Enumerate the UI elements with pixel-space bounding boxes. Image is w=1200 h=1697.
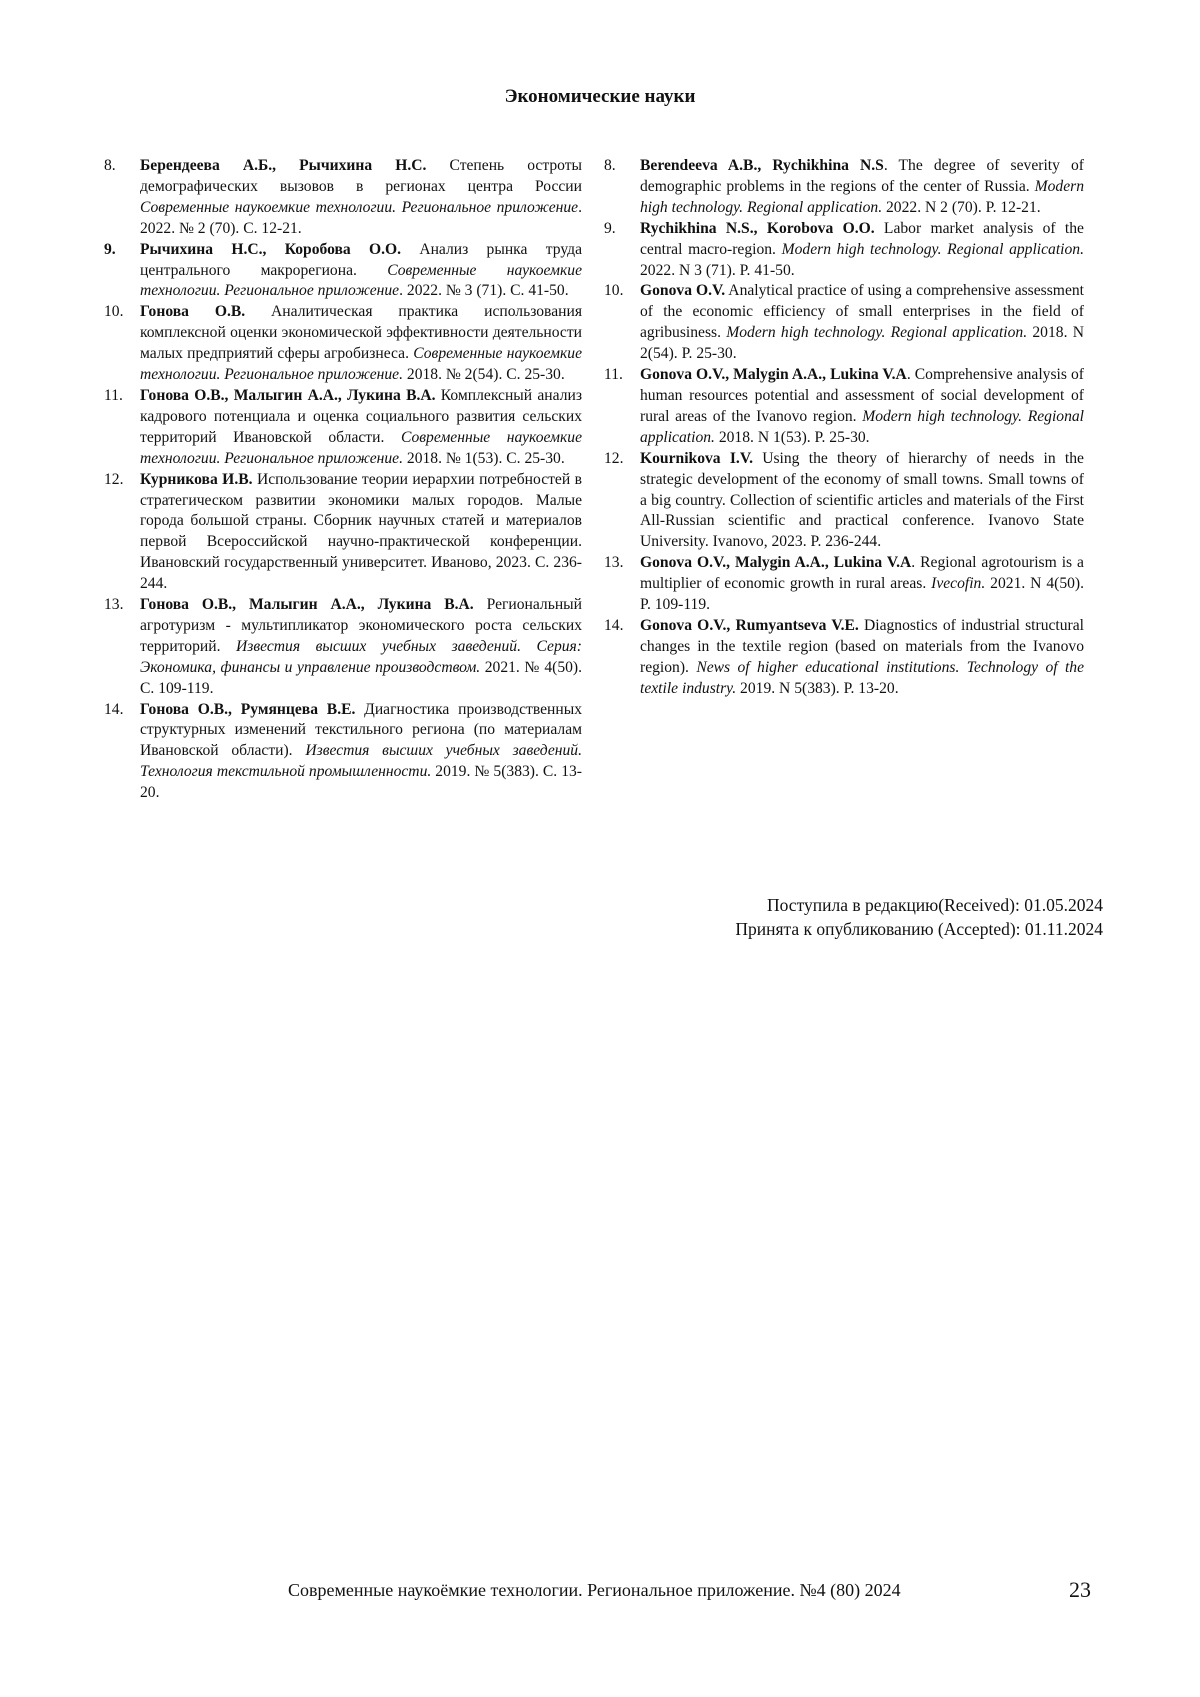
reference-details: 2019. N 5(383). P. 13-20. [736, 679, 899, 697]
reference-item [104, 700, 582, 805]
reference-details: 2022. N 3 (71). P. 41-50. [640, 261, 795, 279]
reference-details: . 2022. № 2 (70). С. 12-21. [140, 198, 582, 237]
references-ru [104, 156, 582, 804]
reference-title: Комплексный анализ кадрового потенциала и оценка социального развития сельских территорий Ивановской области. [140, 386, 582, 446]
reference-number: 13. [104, 596, 124, 614]
reference-title: Using the theory of hierarchy of needs in the strategic development of the economy of small towns. Small towns of a big country. Collection of scientific articles and materials of the First All-Russian scientific and practical conference. Ivanovo State University. Ivanovo, 2023. P. 236-244. [640, 449, 1084, 551]
accepted-line: Принята к опубликованию (Accepted): 01.11.2024 [735, 919, 1103, 939]
reference-number: 8. [104, 157, 116, 174]
reference-details: 2022. N 2 (70). P. 12-21. [882, 198, 1041, 216]
reference-authors: Gonova O.V., Malygin A.A., Lukina V.A [640, 366, 907, 384]
journal-footer: Современные наукоёмкие технологии. Региональное приложение. №4 (80) 2024 [288, 1580, 901, 1600]
reference-item [604, 281, 1084, 365]
reference-title: Степень остроты демографических вызовов в регионах центра России [140, 157, 582, 195]
reference-title: Diagnostics of industrial structural changes in the textile region (based on materials from the Ivanovo region). [640, 616, 1084, 676]
reference-text [140, 386, 582, 470]
reference-item [104, 240, 582, 303]
reference-source: Modern high technology. Regional application. [726, 324, 1028, 342]
reference-item [104, 156, 582, 240]
reference-text [140, 700, 582, 805]
reference-source: Modern high technology. Regional application. [640, 407, 1084, 446]
reference-source: Современные наукоемкие технологии. Региональное приложение. [140, 345, 582, 384]
reference-authors: Rychikhina N.S., Korobova O.O. [640, 219, 875, 237]
reference-source: Современные наукоемкие технологии. Региональное приложение [140, 261, 583, 300]
reference-authors: Гонова О.В. [140, 303, 246, 321]
reference-text [640, 365, 1084, 449]
reference-title: Анализ рынка труда центрального макрорегиона. [140, 240, 582, 279]
reference-details: 2018. № 2(54). С. 25-30. [403, 366, 565, 384]
reference-number: 10. [104, 303, 124, 321]
reference-authors: Gonova O.V. [640, 282, 726, 300]
reference-number: 14. [604, 616, 624, 634]
reference-text [640, 616, 1084, 700]
reference-source: Modern high technology. Regional application. [640, 177, 1084, 216]
page-number: 23 [1069, 1577, 1091, 1602]
reference-title: Аналитическая практика использования комплексной оценки экономической эффективности деятельности малых предприятий сферы агробизнеса. [140, 303, 583, 363]
reference-title: Региональный агротуризм - мультипликатор экономического роста сельских территорий. [140, 596, 582, 655]
reference-item [104, 386, 582, 470]
reference-title: Labor market analysis of the central macro-region. [640, 219, 1084, 258]
reference-text [640, 156, 1084, 219]
reference-source: Modern high technology. Regional application. [781, 240, 1085, 258]
reference-authors: Берендеева А.Б., Рычихина Н.С. [140, 157, 427, 174]
reference-number: 9. [104, 240, 116, 258]
reference-source: Ivecofin. [931, 575, 986, 593]
reference-title: Analytical practice of using a comprehensive assessment of the economic efficiency of small enterprises in the field of agribusiness. [640, 282, 1084, 342]
reference-details: 2021. N 4(50). P. 109-119. [640, 575, 1085, 614]
reference-source: Современные наукоемкие технологии. Региональное приложение. [140, 428, 583, 467]
reference-authors: Рычихина Н.С., Коробова О.О. [140, 240, 402, 258]
reference-authors: Gonova O.V., Rumyantseva V.E. [640, 616, 859, 634]
submission-dates [735, 893, 1103, 941]
reference-authors: Kournikova I.V. [640, 449, 753, 467]
reference-authors: Курникова И.В. [140, 470, 253, 488]
reference-text [640, 449, 1084, 554]
reference-number: 13. [604, 554, 624, 572]
reference-text [640, 553, 1084, 616]
reference-item [604, 553, 1084, 616]
reference-authors: Berendeeva A.B., Rychikhina N.S [640, 157, 884, 174]
reference-source: News of higher educational institutions. Technology of the textile industry. [640, 658, 1085, 697]
reference-text [140, 470, 582, 595]
reference-item [604, 156, 1084, 219]
reference-item [104, 595, 582, 700]
reference-title: Диагностика производственных структурных изменений текстильного региона (по материалам Ивановской области). [140, 700, 583, 760]
reference-title: . The degree of severity of demographic problems in the regions of the center of Russia. [640, 157, 1084, 195]
reference-text [140, 156, 582, 240]
reference-authors: Gonova O.V., Malygin A.A., Lukina V.A [640, 554, 912, 572]
reference-source: Известия высших учебных заведений. Технология текстильной промышленности. [140, 742, 582, 781]
reference-details: 2018. N 2(54). P. 25-30. [640, 324, 1084, 363]
reference-source: Современные наукоемкие технологии. Региональное приложение [140, 198, 579, 216]
references-en [604, 156, 1084, 700]
reference-title: . Comprehensive analysis of human resources potential and assessment of social development of rural areas of the Ivanovo region. [640, 366, 1084, 425]
reference-title: Использование теории иерархии потребностей в стратегическом развитии экономики малых городов. Малые города большой страны. Сборник научных статей и материалов первой Всероссийской научно-практической конференции. Ивановский государственный университет. Иваново, 2023. С. 236-244. [140, 470, 582, 593]
reference-number: 14. [104, 700, 124, 718]
reference-details: 2018. N 1(53). P. 25-30. [714, 428, 870, 446]
reference-authors: Гонова О.В., Малыгин А.А., Лукина В.А. [140, 386, 436, 404]
reference-text [140, 240, 582, 303]
reference-source: Известия высших учебных заведений. Серия: Экономика, финансы и управление производством. [140, 637, 582, 676]
reference-item [604, 449, 1084, 554]
reference-item [604, 365, 1084, 449]
reference-number: 12. [104, 470, 124, 488]
reference-item [604, 219, 1084, 282]
reference-text [140, 302, 582, 386]
reference-item [604, 616, 1084, 700]
reference-number: 11. [104, 386, 123, 404]
reference-text [140, 595, 582, 700]
reference-number: 12. [604, 449, 624, 467]
reference-details: . 2022. № 3 (71). С. 41-50. [399, 282, 569, 300]
reference-title: . Regional agrotourism is a multiplier of economic growth in rural areas. [640, 554, 1084, 593]
reference-item [104, 470, 582, 595]
reference-details: 2018. № 1(53). С. 25-30. [403, 449, 565, 467]
reference-authors: Гонова О.В., Малыгин А.А., Лукина В.А. [140, 596, 474, 614]
received-line: Поступила в редакцию(Received): 01.05.2024 [766, 895, 1103, 915]
reference-authors: Гонова О.В., Румянцева В.Е. [140, 700, 356, 718]
reference-number: 9. [604, 219, 616, 237]
reference-number: 11. [604, 366, 623, 384]
reference-item [104, 302, 582, 386]
reference-details: 2019. № 5(383). С. 13-20. [140, 763, 582, 802]
reference-details: 2021. № 4(50). С. 109-119. [140, 658, 582, 697]
section-header: Экономические науки [504, 86, 696, 107]
reference-text [640, 219, 1084, 282]
reference-number: 8. [604, 157, 616, 174]
reference-text [640, 281, 1084, 365]
reference-number: 10. [604, 282, 624, 300]
